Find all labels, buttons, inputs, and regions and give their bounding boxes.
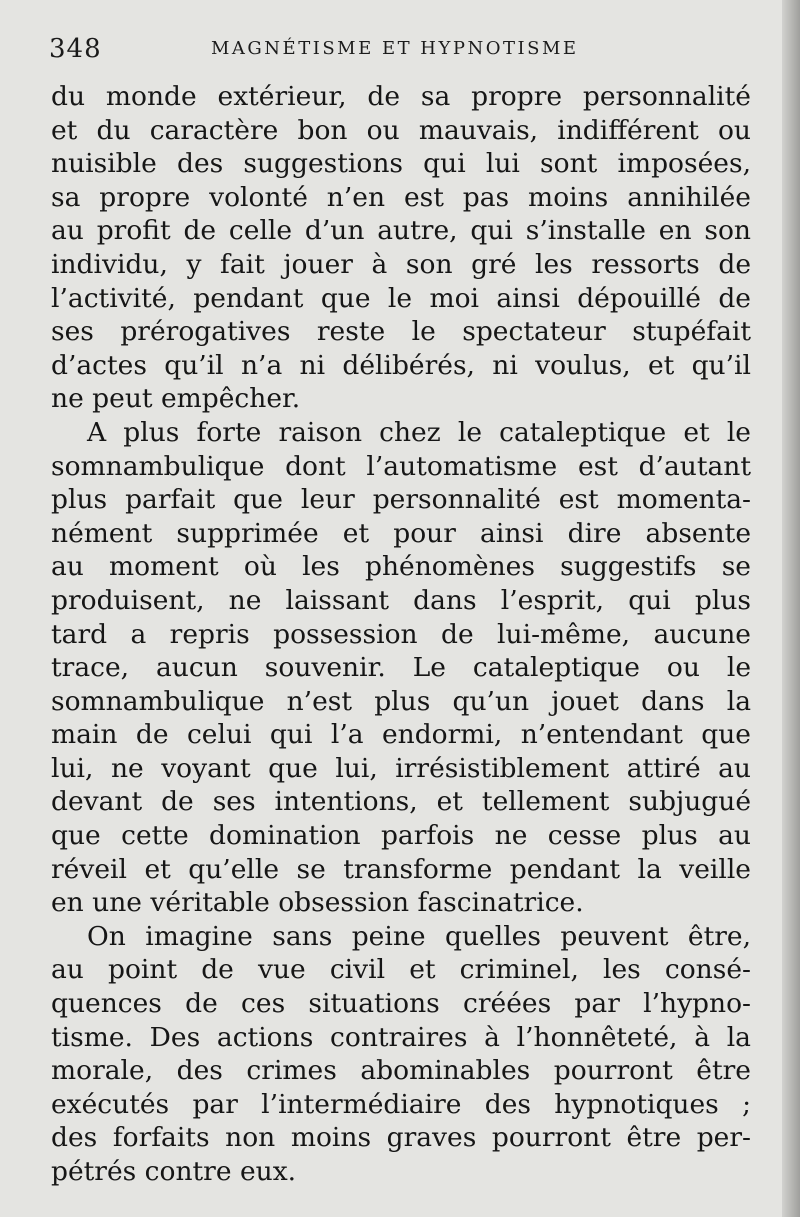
text-line: sa propre volonté n’en est pas moins annihilée [51, 181, 751, 213]
text-line: pétrés contre eux. [51, 1156, 297, 1187]
text-line: au moment où les phénomènes suggestifs se [51, 551, 751, 583]
text-line: au point de vue civil et criminel, les consé- [51, 954, 751, 986]
text-line: somnambulique dont l’automatisme est d’autant [51, 450, 751, 482]
text-line: ses prérogatives reste le spectateur stupéfait [51, 316, 751, 348]
text-line: plus parfait que leur personnalité est momenta- [51, 484, 751, 516]
page-header [49, 34, 749, 64]
text-line: tard a repris possession de lui-même, aucune [51, 618, 751, 650]
text-line: trace, aucun souvenir. Le cataleptique ou le [51, 652, 751, 684]
text-line: des forfaits non moins graves pourront être per- [51, 1122, 751, 1154]
text-line: ne peut empêcher. [51, 383, 301, 415]
text-line: l’activité, pendant que le moi ainsi dépouillé de [51, 282, 751, 314]
text-line: main de celui qui l’a endormi, n’entendant que [51, 719, 751, 751]
text-line: que cette domination parfois ne cesse plus au [51, 820, 751, 852]
text-line: nuisible des suggestions qui lui sont imposées, [51, 148, 751, 180]
paragraph-1 [51, 80, 751, 416]
text-line: somnambulique n’est plus qu’un jouet dans la [51, 685, 751, 717]
text-line: d’actes qu’il n’a ni délibérés, ni voulus, et qu’il [51, 349, 751, 381]
text-line: en une véritable obsession fascinatrice. [51, 887, 584, 919]
running-title: MAGNÉTISME ET HYPNOTISME [211, 38, 579, 59]
text-line: réveil et qu’elle se transforme pendant la veille [51, 853, 751, 885]
text-line: et du caractère bon ou mauvais, indifférent ou [51, 114, 751, 146]
page-number: 348 [49, 34, 102, 64]
text-line: devant de ses intentions, et tellement subjugué [51, 786, 751, 818]
text-line: individu, y fait jouer à son gré les ressorts de [51, 248, 751, 280]
text-line: morale, des crimes abominables pourront être [51, 1055, 751, 1087]
paragraph-3 [51, 920, 751, 1189]
text-line: exécutés par l’intermédiaire des hypnotiques ; [51, 1088, 751, 1120]
body-text [51, 80, 751, 1189]
paragraph-2 [51, 416, 751, 920]
text-line: A plus forte raison chez le cataleptique et le [87, 416, 751, 448]
text-line: On imagine sans peine quelles peuvent être, [87, 920, 751, 952]
text-line: au profit de celle d’un autre, qui s’installe en son [51, 215, 751, 247]
text-line: lui, ne voyant que lui, irrésistiblement attiré au [51, 752, 751, 784]
text-line: quences de ces situations créées par l’hypno- [51, 988, 751, 1020]
text-line: nément supprimée et pour ainsi dire absente [51, 517, 751, 549]
text-line: tisme. Des actions contraires à l’honnêteté, à la [51, 1021, 751, 1053]
text-line: produisent, ne laissant dans l’esprit, qui plus [51, 584, 751, 616]
text-line: du monde extérieur, de sa propre personnalité [51, 81, 751, 112]
page-edge-shadow [782, 0, 800, 1217]
